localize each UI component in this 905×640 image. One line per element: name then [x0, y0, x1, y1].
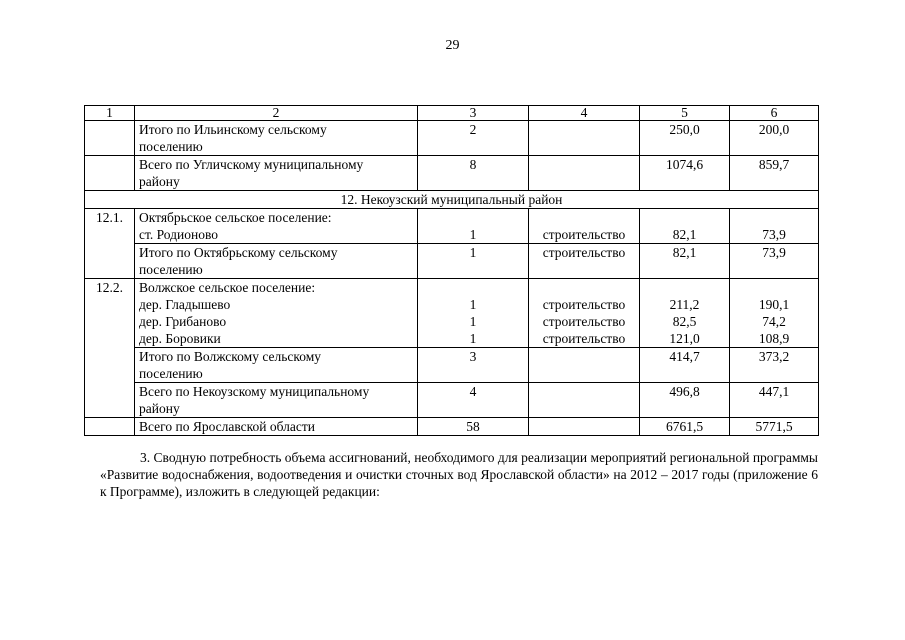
value5-cell: 82,1 — [640, 209, 730, 244]
count-cell: 2 — [418, 121, 529, 156]
name-line: Итого по Октябрьскому сельскому — [139, 245, 338, 260]
value5-cell: 6761,5 — [640, 418, 730, 436]
value6-cell: 190,1 74,2 108,9 — [730, 279, 819, 348]
table-header-row — [85, 106, 819, 121]
name-line: Итого по Волжскому сельскому — [139, 349, 322, 364]
name-cell — [135, 209, 418, 244]
name-line: Всего по Угличскому муниципальному — [139, 157, 364, 172]
work-cell: строительство — [529, 209, 640, 244]
header-cell-1: 1 — [85, 106, 135, 121]
count-cell: 4 — [418, 383, 529, 418]
name-cell — [135, 383, 418, 418]
header-cell-2: 2 — [135, 106, 418, 121]
name-line: поселению — [139, 139, 203, 154]
count-cell: 3 — [418, 348, 529, 383]
name-line: поселению — [139, 366, 203, 381]
num-cell — [85, 418, 135, 436]
table-row — [85, 279, 819, 348]
work-cell — [529, 121, 640, 156]
num-cell: 12.2. — [85, 279, 135, 418]
work-cell — [529, 156, 640, 191]
work-cell: строительство строительство строительство — [529, 279, 640, 348]
name-line: ст. Родионово — [139, 227, 219, 242]
name-line: Итого по Ильинскому сельскому — [139, 122, 327, 137]
num-cell — [85, 156, 135, 191]
value5-cell: 82,1 — [640, 244, 730, 279]
page-number: 29 — [445, 38, 460, 53]
value6-cell: 447,1 — [730, 383, 819, 418]
section-row — [85, 191, 819, 209]
value6-cell: 373,2 — [730, 348, 819, 383]
work-cell — [529, 383, 640, 418]
header-cell-4: 4 — [529, 106, 640, 121]
funding-table — [84, 105, 819, 436]
name-line: дер. Грибаново — [139, 314, 227, 329]
value5-cell: 250,0 — [640, 121, 730, 156]
header-cell-3: 3 — [418, 106, 529, 121]
name-line: району — [139, 174, 180, 189]
num-cell — [85, 121, 135, 156]
body-paragraph — [100, 449, 818, 500]
name-cell — [135, 121, 418, 156]
paragraph-text: 3. Сводную потребность объема ассигнований, необходимого для реализации мероприятий региональной программы «Развитие водоснабжения, водоотведения и очистки сточных вод Ярославской области» на 2012 – 2017 годы (приложение 6 к Программе), изложить в следующей редакции: — [100, 450, 818, 499]
table-row — [85, 244, 819, 279]
value5-cell: 414,7 — [640, 348, 730, 383]
value6-cell: 859,7 — [730, 156, 819, 191]
num-cell: 12.1. — [85, 209, 135, 279]
value5-cell: 496,8 — [640, 383, 730, 418]
count-cell: 58 — [418, 418, 529, 436]
value6-cell: 73,9 — [730, 244, 819, 279]
count-cell: 1 — [418, 209, 529, 244]
table-row — [85, 209, 819, 244]
name-line: поселению — [139, 262, 203, 277]
name-line: району — [139, 401, 180, 416]
total-row — [85, 418, 819, 436]
name-line: дер. Гладышево — [139, 297, 231, 312]
value5-cell: 211,2 82,5 121,0 — [640, 279, 730, 348]
value6-cell: 73,9 — [730, 209, 819, 244]
value6-cell: 200,0 — [730, 121, 819, 156]
count-cell: 1 — [418, 244, 529, 279]
name-cell — [135, 279, 418, 348]
work-cell — [529, 418, 640, 436]
table-row — [85, 348, 819, 383]
count-cell: 1 1 1 — [418, 279, 529, 348]
work-cell: строительство — [529, 244, 640, 279]
name-cell — [135, 156, 418, 191]
value5-cell: 1074,6 — [640, 156, 730, 191]
table-row — [85, 156, 819, 191]
name-cell — [135, 244, 418, 279]
name-line: Всего по Некоузскому муниципальному — [139, 384, 370, 399]
header-cell-6: 6 — [730, 106, 819, 121]
header-cell-5: 5 — [640, 106, 730, 121]
name-cell — [135, 348, 418, 383]
table-row — [85, 383, 819, 418]
settlement-title: Волжское сельское поселение: — [139, 280, 316, 295]
name-cell: Всего по Ярославской области — [135, 418, 418, 436]
section-title: 12. Некоузский муниципальный район — [85, 191, 819, 209]
count-cell: 8 — [418, 156, 529, 191]
work-cell — [529, 348, 640, 383]
table-row — [85, 121, 819, 156]
value6-cell: 5771,5 — [730, 418, 819, 436]
settlement-title: Октябрьское сельское поселение: — [139, 210, 332, 225]
name-line: дер. Боровики — [139, 331, 221, 346]
